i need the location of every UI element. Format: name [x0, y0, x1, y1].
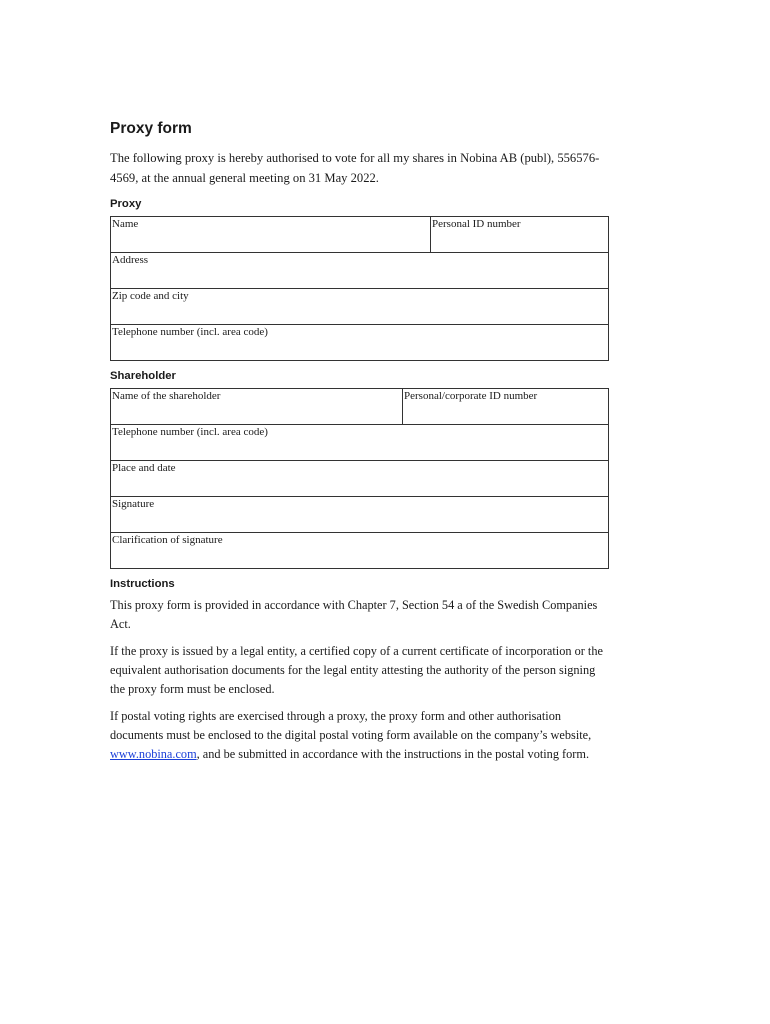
instructions-paragraph-3-after: , and be submitted in accordance with the instructions in the postal voting form. [196, 747, 590, 761]
proxy-heading: Proxy [110, 198, 142, 210]
proxy-zip-city-field[interactable] [111, 289, 609, 325]
nobina-website-link[interactable]: www.nobina.com [110, 747, 197, 761]
proxy-row-zip [111, 289, 609, 325]
shareholder-id-field[interactable] [403, 389, 609, 425]
proxy-row-address [111, 253, 609, 289]
proxy-row-name [111, 217, 609, 253]
proxy-personal-id-label: Personal ID number [432, 218, 521, 230]
proxy-name-field[interactable] [111, 217, 431, 253]
shareholder-signature-field[interactable] [111, 497, 609, 533]
instructions-paragraph-3-before: If postal voting rights are exercised through a proxy, the proxy form and other authorisation documents must be enclosed to the digital postal voting form available on the company’s website, [110, 709, 592, 742]
shareholder-row-place-date [111, 461, 609, 497]
proxy-name-label: Name [112, 218, 139, 230]
shareholder-clarification-field[interactable] [111, 533, 609, 569]
page-title: Proxy form [110, 120, 192, 137]
proxy-telephone-field[interactable] [111, 325, 609, 361]
shareholder-id-label: Personal/corporate ID number [404, 390, 538, 402]
shareholder-name-label: Name of the shareholder [112, 390, 221, 402]
shareholder-clarification-label: Clarification of signature [112, 534, 223, 546]
instructions-heading: Instructions [110, 578, 175, 590]
shareholder-row-clarification [111, 533, 609, 569]
shareholder-place-date-label: Place and date [112, 462, 176, 474]
document-page [110, 118, 608, 772]
shareholder-row-signature [111, 497, 609, 533]
shareholder-row-telephone [111, 425, 609, 461]
shareholder-place-date-field[interactable] [111, 461, 609, 497]
proxy-personal-id-field[interactable] [431, 217, 609, 253]
proxy-table [110, 216, 609, 361]
shareholder-table [110, 388, 609, 569]
shareholder-telephone-field[interactable] [111, 425, 609, 461]
shareholder-heading: Shareholder [110, 370, 176, 382]
proxy-telephone-label: Telephone number (incl. area code) [112, 326, 268, 338]
proxy-address-label: Address [112, 254, 149, 266]
shareholder-row-name [111, 389, 609, 425]
intro-paragraph: The following proxy is hereby authorised to vote for all my shares in Nobina AB (publ), 556576-4569, at the annual general meeting on 31 May 2022. [110, 151, 600, 185]
shareholder-telephone-label: Telephone number (incl. area code) [112, 426, 268, 438]
proxy-address-field[interactable] [111, 253, 609, 289]
shareholder-signature-label: Signature [112, 498, 155, 510]
proxy-zip-city-label: Zip code and city [112, 290, 189, 302]
instructions-paragraph-3 [110, 707, 608, 764]
shareholder-name-field[interactable] [111, 389, 403, 425]
instructions-paragraph-1: This proxy form is provided in accordance with Chapter 7, Section 54 a of the Swedish Companies Act. [110, 598, 598, 631]
proxy-row-telephone [111, 325, 609, 361]
instructions-paragraph-2: If the proxy is issued by a legal entity, a certified copy of a current certificate of incorporation or the equivalent authorisation documents for the legal entity attesting the authority of the person signing the proxy form must be enclosed. [110, 644, 603, 696]
